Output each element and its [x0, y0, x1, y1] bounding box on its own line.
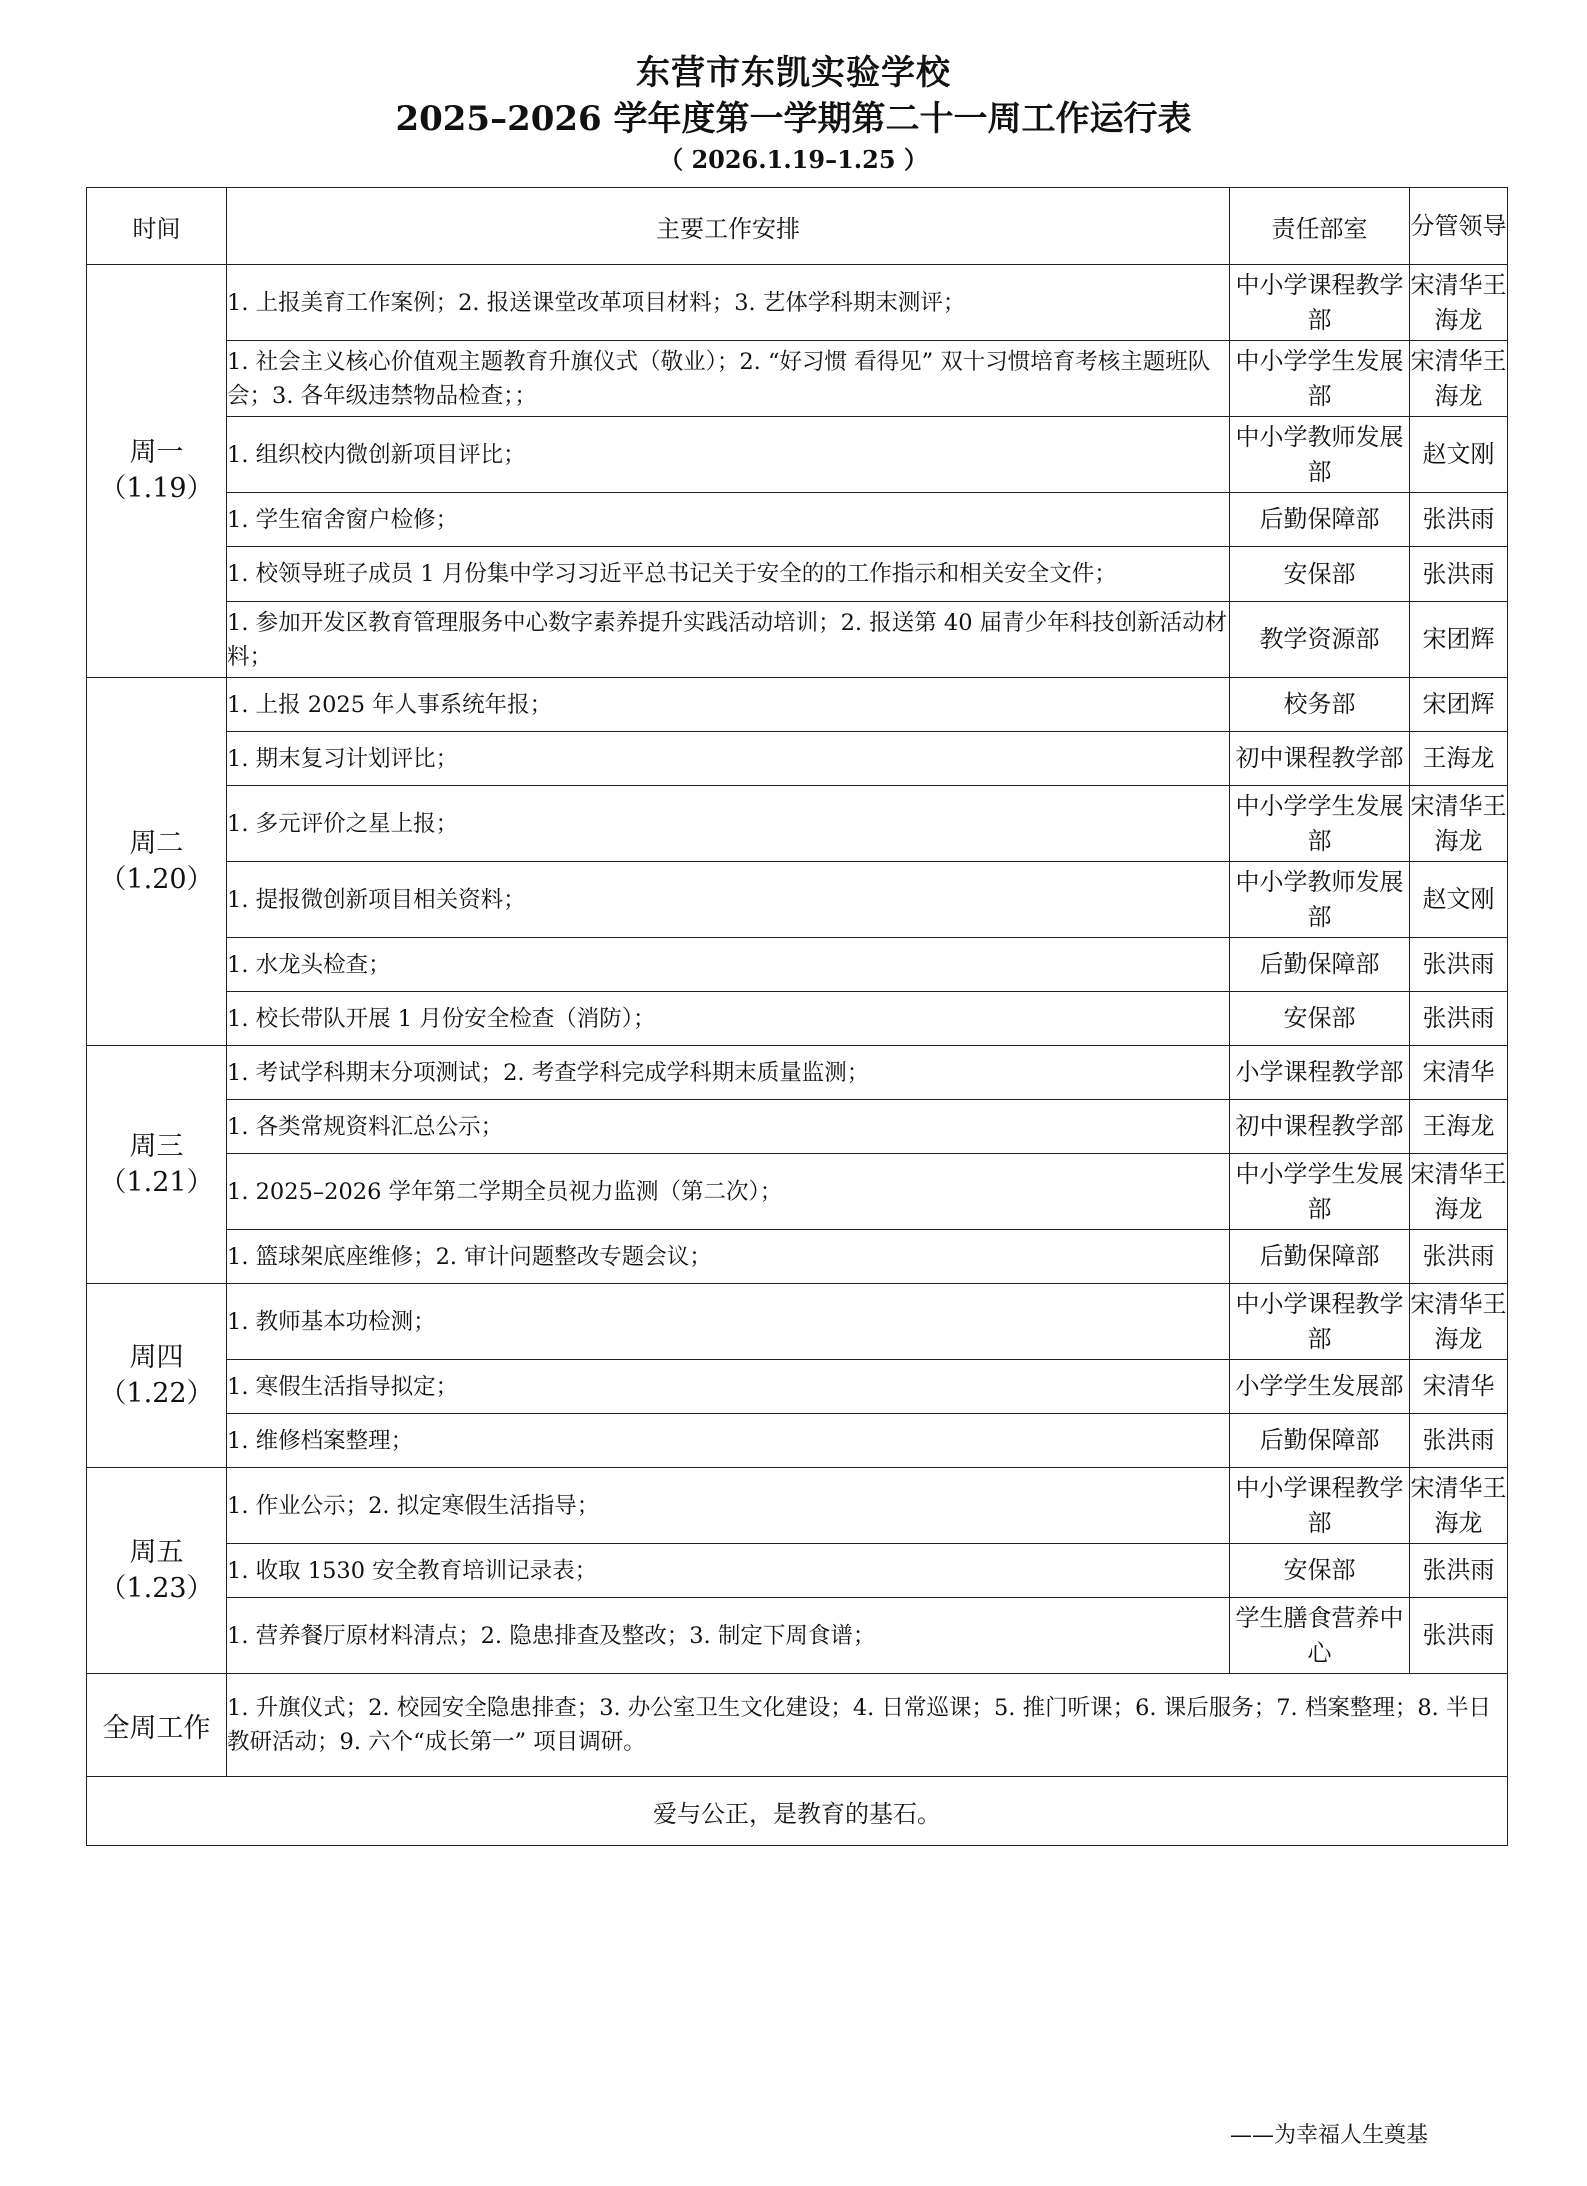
- table-row: [87, 1046, 1508, 1100]
- table-row: [87, 732, 1508, 786]
- task-cell: 1. 篮球架底座维修；2. 审计问题整改专题会议；: [227, 1230, 1230, 1284]
- dept-cell: 中小学学生发展部: [1230, 341, 1410, 417]
- document-title: [0, 50, 1587, 178]
- leader-cell: 宋清华: [1410, 1046, 1508, 1100]
- leader-cell: 张洪雨: [1410, 1544, 1508, 1598]
- day-name: 周一: [129, 437, 184, 468]
- task-cell: 1. 组织校内微创新项目评比；: [227, 417, 1230, 493]
- dept-cell: 初中课程教学部: [1230, 1100, 1410, 1154]
- date-range: （ 2026.1.19–1.25 ）: [659, 145, 928, 174]
- header-row: [87, 188, 1508, 265]
- day-date: （1.23）: [99, 1572, 214, 1604]
- leader-cell: 张洪雨: [1410, 1414, 1508, 1468]
- table-row: [87, 786, 1508, 862]
- leader-cell: 张洪雨: [1410, 1230, 1508, 1284]
- dept-cell: 中小学学生发展部: [1230, 1154, 1410, 1230]
- dept-cell: 后勤保障部: [1230, 493, 1410, 547]
- leader-cell: 宋团辉: [1410, 602, 1508, 678]
- header-tasks: 主要工作安排: [227, 188, 1230, 265]
- table-row: [87, 265, 1508, 341]
- leader-cell: 宋清华王海龙: [1410, 1154, 1508, 1230]
- table-row: [87, 547, 1508, 602]
- task-cell: 1. 作业公示；2. 拟定寒假生活指导；: [227, 1468, 1230, 1544]
- dept-cell: 后勤保障部: [1230, 938, 1410, 992]
- header-leader: 分管领导: [1410, 188, 1508, 265]
- task-cell: 1. 上报 2025 年人事系统年报；: [227, 678, 1230, 732]
- day-date: （1.19）: [99, 473, 214, 504]
- leader-cell: 王海龙: [1410, 1100, 1508, 1154]
- dept-cell: 教学资源部: [1230, 602, 1410, 678]
- motto: 爱与公正，是教育的基石。: [87, 1777, 1508, 1846]
- task-cell: 1. 2025–2026 学年第二学期全员视力监测（第二次）；: [227, 1154, 1230, 1230]
- table-row: [87, 1544, 1508, 1598]
- all-week-label: 全周工作: [87, 1674, 227, 1777]
- dept-cell: 中小学教师发展部: [1230, 417, 1410, 493]
- day-name: 周五: [129, 1536, 184, 1568]
- leader-cell: 宋清华王海龙: [1410, 341, 1508, 417]
- header-dept: 责任部室: [1230, 188, 1410, 265]
- task-cell: 1. 各类常规资料汇总公示；: [227, 1100, 1230, 1154]
- dept-cell: 安保部: [1230, 1544, 1410, 1598]
- table-row: [87, 1414, 1508, 1468]
- table-row: [87, 678, 1508, 732]
- leader-cell: 赵文刚: [1410, 417, 1508, 493]
- table-row: [87, 1154, 1508, 1230]
- all-week-content: 1. 升旗仪式；2. 校园安全隐患排查；3. 办公室卫生文化建设；4. 日常巡课；5. 推门听课；6. 课后服务；7. 档案整理；8. 半日教研活动；9. 六个“成长第一” 项目调研。: [227, 1674, 1508, 1777]
- table-row: [87, 1360, 1508, 1414]
- dept-cell: 小学课程教学部: [1230, 1046, 1410, 1100]
- task-cell: 1. 收取 1530 安全教育培训记录表；: [227, 1544, 1230, 1598]
- table-row: [87, 938, 1508, 992]
- table-row: [87, 1284, 1508, 1360]
- leader-cell: 宋团辉: [1410, 678, 1508, 732]
- table-row: [87, 602, 1508, 678]
- dept-cell: 校务部: [1230, 678, 1410, 732]
- task-cell: 1. 校领导班子成员 1 月份集中学习习近平总书记关于安全的的工作指示和相关安全文件；: [227, 547, 1230, 602]
- dept-cell: 中小学课程教学部: [1230, 265, 1410, 341]
- task-cell: 1. 考试学科期末分项测试；2. 考查学科完成学科期末质量监测；: [227, 1046, 1230, 1100]
- table-row: [87, 1100, 1508, 1154]
- task-cell: 1. 寒假生活指导拟定；: [227, 1360, 1230, 1414]
- table-row: [87, 862, 1508, 938]
- table-row: [87, 1468, 1508, 1544]
- leader-cell: 张洪雨: [1410, 992, 1508, 1046]
- dept-cell: 学生膳食营养中心: [1230, 1598, 1410, 1674]
- day-date: （1.22）: [99, 1377, 214, 1409]
- leader-cell: 宋清华王海龙: [1410, 265, 1508, 341]
- dept-cell: 后勤保障部: [1230, 1230, 1410, 1284]
- leader-cell: 王海龙: [1410, 732, 1508, 786]
- table-row: [87, 341, 1508, 417]
- day-cell-friday: [87, 1468, 227, 1674]
- school-name: 东营市东凯实验学校: [636, 53, 951, 93]
- dept-cell: 安保部: [1230, 992, 1410, 1046]
- leader-cell: 赵文刚: [1410, 862, 1508, 938]
- task-cell: 1. 社会主义核心价值观主题教育升旗仪式（敬业）；2. “好习惯 看得见” 双十习惯培育考核主题班队会；3. 各年级违禁物品检查；；: [227, 341, 1230, 417]
- leader-cell: 宋清华: [1410, 1360, 1508, 1414]
- dept-cell: 小学学生发展部: [1230, 1360, 1410, 1414]
- table-row: [87, 992, 1508, 1046]
- header-time: 时间: [87, 188, 227, 265]
- day-cell-wednesday: [87, 1046, 227, 1284]
- table-row: [87, 493, 1508, 547]
- leader-cell: 宋清华王海龙: [1410, 786, 1508, 862]
- task-cell: 1. 参加开发区教育管理服务中心数字素养提升实践活动培训；2. 报送第 40 届青少年科技创新活动材料；: [227, 602, 1230, 678]
- day-cell-thursday: [87, 1284, 227, 1468]
- leader-cell: 张洪雨: [1410, 938, 1508, 992]
- leader-cell: 宋清华王海龙: [1410, 1468, 1508, 1544]
- leader-cell: 张洪雨: [1410, 493, 1508, 547]
- all-week-row: [87, 1674, 1508, 1777]
- dept-cell: 后勤保障部: [1230, 1414, 1410, 1468]
- task-cell: 1. 期末复习计划评比；: [227, 732, 1230, 786]
- day-cell-tuesday: [87, 678, 227, 1046]
- dept-cell: 安保部: [1230, 547, 1410, 602]
- task-cell: 1. 上报美育工作案例；2. 报送课堂改革项目材料；3. 艺体学科期末测评；: [227, 265, 1230, 341]
- dept-cell: 初中课程教学部: [1230, 732, 1410, 786]
- day-name: 周四: [129, 1341, 184, 1373]
- day-cell-monday: [87, 265, 227, 678]
- day-name: 周三: [129, 1130, 184, 1162]
- table-row: [87, 417, 1508, 493]
- task-cell: 1. 水龙头检查；: [227, 938, 1230, 992]
- weekly-schedule-table: [86, 187, 1508, 1846]
- task-cell: 1. 提报微创新项目相关资料；: [227, 862, 1230, 938]
- task-cell: 1. 维修档案整理；: [227, 1414, 1230, 1468]
- task-cell: 1. 校长带队开展 1 月份安全检查（消防）；: [227, 992, 1230, 1046]
- table-row: [87, 1598, 1508, 1674]
- task-cell: 1. 多元评价之星上报；: [227, 786, 1230, 862]
- day-date: （1.20）: [99, 863, 214, 895]
- dept-cell: 中小学课程教学部: [1230, 1284, 1410, 1360]
- day-name: 周二: [129, 827, 184, 859]
- footer-slogan: ——为幸福人生奠基: [1230, 2123, 1429, 2148]
- dept-cell: 中小学学生发展部: [1230, 786, 1410, 862]
- task-cell: 1. 营养餐厅原材料清点；2. 隐患排查及整改；3. 制定下周食谱；: [227, 1598, 1230, 1674]
- task-cell: 1. 教师基本功检测；: [227, 1284, 1230, 1360]
- dept-cell: 中小学教师发展部: [1230, 862, 1410, 938]
- motto-row: [87, 1777, 1508, 1846]
- dept-cell: 中小学课程教学部: [1230, 1468, 1410, 1544]
- leader-cell: 宋清华王海龙: [1410, 1284, 1508, 1360]
- schedule-subtitle: 2025–2026 学年度第一学期第二十一周工作运行表: [395, 99, 1192, 139]
- table-row: [87, 1230, 1508, 1284]
- day-date: （1.21）: [99, 1166, 214, 1198]
- leader-cell: 张洪雨: [1410, 547, 1508, 602]
- task-cell: 1. 学生宿舍窗户检修；: [227, 493, 1230, 547]
- leader-cell: 张洪雨: [1410, 1598, 1508, 1674]
